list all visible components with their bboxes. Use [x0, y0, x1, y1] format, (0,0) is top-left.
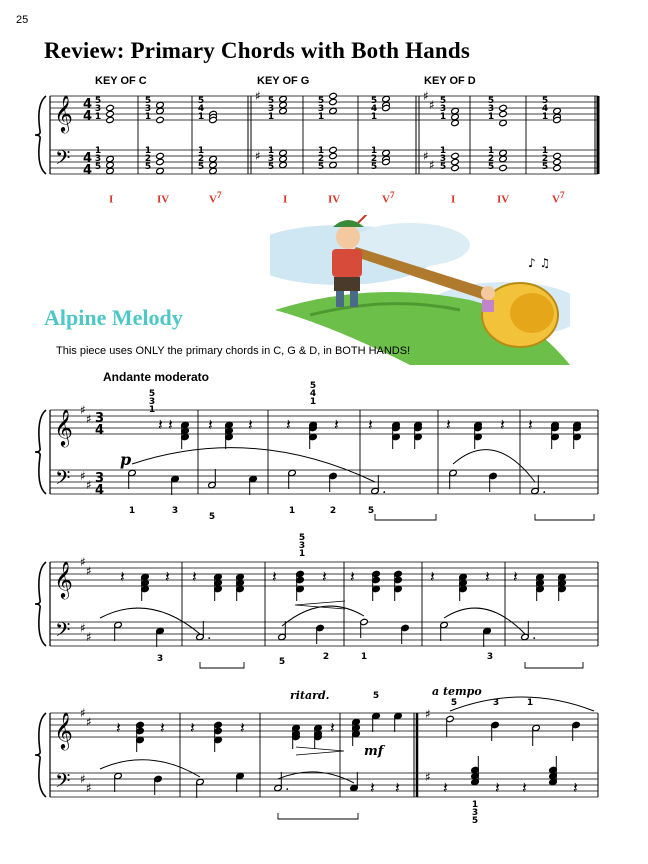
finger-number: 2	[317, 154, 325, 164]
page-title: Review: Primary Chords with Both Hands	[44, 38, 471, 63]
finger-number: 5	[317, 162, 325, 172]
time-signature-top: 3	[95, 411, 105, 426]
quarter-rest: 𝄽	[350, 567, 355, 586]
piece-title: Alpine Melody	[44, 305, 183, 330]
treble-clef-icon: 𝄞	[54, 711, 73, 749]
finger-number: 5	[370, 96, 378, 106]
sharp-sign: ♯	[86, 630, 92, 644]
finger-number: 1	[148, 405, 156, 415]
time-signature-bottom: 4	[83, 163, 93, 178]
sharp-sign: ♯	[86, 478, 92, 492]
chord-note	[499, 110, 508, 117]
finger-number: 1	[267, 146, 275, 156]
chord-note	[329, 92, 338, 99]
time-signature-top: 4	[83, 151, 93, 166]
finger-number: 5	[309, 381, 317, 391]
ritard-marking: ritard.	[290, 689, 330, 702]
chord-note	[209, 161, 218, 168]
dynamic-mezzo-forte: mf	[364, 744, 384, 759]
quarter-rest: 𝄽	[116, 718, 121, 737]
finger-number: 4	[309, 389, 317, 399]
time-signature-bottom: 4	[95, 483, 105, 498]
chord-note	[279, 149, 288, 156]
chord-note	[382, 95, 391, 102]
chord-note	[156, 158, 165, 165]
chord-note	[106, 104, 115, 111]
brace	[35, 96, 46, 174]
quarter-rest: 𝄽	[495, 778, 500, 797]
time-signature-top: 4	[83, 97, 93, 112]
treble-clef-icon: 𝄞	[54, 408, 73, 446]
finger-number: 1	[298, 549, 306, 559]
finger-number: 4	[370, 104, 378, 114]
sharp-sign: ♯	[255, 149, 261, 163]
finger-number: 5	[94, 162, 102, 172]
brace	[35, 713, 46, 797]
a-tempo-marking: a tempo	[432, 685, 482, 698]
sharp-sign: ♯	[425, 770, 431, 784]
sharp-sign: ♯	[86, 412, 92, 426]
chord-note	[279, 155, 288, 162]
finger-number: 5	[450, 698, 458, 708]
finger-number: 3	[486, 652, 494, 662]
quarter-rest: 𝄽	[513, 567, 518, 586]
finger-number: 2	[487, 154, 495, 164]
chord-note	[329, 107, 338, 114]
finger-number: 5	[487, 96, 495, 106]
finger-number: 4	[541, 104, 549, 114]
finger-number: 5	[298, 533, 306, 543]
finger-number: 5	[370, 162, 378, 172]
quarter-rest: 𝄽	[522, 778, 527, 797]
treble-clef-icon: 𝄞	[54, 94, 73, 132]
finger-number: 3	[492, 698, 500, 708]
chord-note	[279, 107, 288, 114]
page-number: 25	[16, 14, 29, 26]
chord-note	[329, 98, 338, 105]
sharp-sign: ♯	[86, 564, 92, 578]
finger-number: 1	[487, 112, 495, 122]
chord-note	[279, 161, 288, 168]
finger-number: 1	[541, 112, 549, 122]
quarter-rest: 𝄽	[446, 415, 451, 434]
bass-clef-icon: 𝄢	[55, 466, 71, 494]
pedal-bracket	[278, 813, 358, 819]
finger-number: 5	[541, 96, 549, 106]
chord-note	[553, 107, 562, 114]
finger-number: 1	[487, 146, 495, 156]
quarter-rest: 𝄽	[330, 718, 335, 737]
chord-note	[279, 101, 288, 108]
finger-number: 3	[94, 154, 102, 164]
quarter-rest: 𝄽	[160, 718, 165, 737]
sharp-sign: ♯	[80, 772, 86, 786]
roman-numeral: I	[109, 193, 114, 206]
treble-clef-icon: 𝄞	[54, 560, 73, 598]
finger-number: 1	[370, 146, 378, 156]
roman-numeral: IV	[497, 193, 510, 206]
finger-number: 1	[144, 112, 152, 122]
quarter-rest: 𝄽	[248, 415, 253, 434]
finger-number: 1	[439, 146, 447, 156]
roman-numeral: IV	[157, 193, 170, 206]
quarter-rest: 𝄽	[208, 415, 213, 434]
roman-numeral: I	[283, 193, 288, 206]
finger-number: 5	[439, 96, 447, 106]
finger-number: 1	[317, 112, 325, 122]
piece-description: This piece uses ONLY the primary chords in C, G & D, in BOTH HANDS!	[56, 345, 411, 357]
chord-note	[106, 167, 115, 174]
finger-number: 5	[487, 162, 495, 172]
finger-number: 1	[94, 112, 102, 122]
finger-number: 1	[439, 112, 447, 122]
slur	[450, 697, 594, 711]
finger-number: 3	[144, 104, 152, 114]
finger-number: 5	[197, 96, 205, 106]
chord-note	[451, 107, 460, 114]
finger-number: 1	[471, 800, 479, 810]
brace	[35, 562, 46, 646]
chord-note	[106, 116, 115, 123]
chord-note	[499, 164, 508, 171]
finger-number: 3	[317, 104, 325, 114]
finger-number: 2	[541, 154, 549, 164]
finger-number: 5	[541, 162, 549, 172]
finger-number: 1	[526, 698, 534, 708]
finger-number: 1	[309, 397, 317, 407]
pedal-bracket	[525, 662, 583, 668]
bass-clef-icon: 𝄢	[55, 769, 71, 797]
quarter-rest: 𝄽	[443, 778, 448, 797]
bass-clef-icon: 𝄢	[55, 618, 71, 646]
finger-number: 2	[197, 154, 205, 164]
roman-numeral: $V^7$	[209, 190, 222, 206]
time-signature-top: 3	[95, 471, 105, 486]
crescendo-hairpin	[295, 601, 345, 609]
pedal-bracket	[535, 514, 594, 520]
finger-number: 1	[541, 146, 549, 156]
finger-number: 1	[288, 506, 296, 516]
tempo-marking: Andante moderato	[103, 370, 210, 384]
quarter-rest: 𝄽	[485, 567, 490, 586]
chord-note	[209, 167, 218, 174]
finger-number: 1	[128, 506, 136, 516]
sharp-sign: ♯	[86, 715, 92, 729]
chord-note	[329, 152, 338, 159]
finger-number: 5	[367, 506, 375, 516]
chord-note	[106, 110, 115, 117]
chord-note	[451, 119, 460, 126]
sharp-sign: ♯	[80, 403, 86, 417]
chord-note	[279, 95, 288, 102]
quarter-rest: 𝄽	[322, 567, 327, 586]
sharp-sign: ♯	[80, 469, 86, 483]
chord-note	[451, 152, 460, 159]
finger-number: 1	[197, 112, 205, 122]
finger-number: 1	[370, 112, 378, 122]
dot: .	[532, 627, 537, 643]
finger-number: 3	[471, 808, 479, 818]
slur	[282, 606, 364, 626]
finger-number: 5	[94, 96, 102, 106]
sharp-sign: ♯	[80, 621, 86, 635]
dot: .	[542, 481, 547, 497]
finger-number: 1	[94, 146, 102, 156]
sharp-sign: ♯	[86, 781, 92, 795]
quarter-rest: 𝄽	[334, 415, 339, 434]
chord-note	[106, 155, 115, 162]
finger-number: 1	[267, 112, 275, 122]
sharp-sign: ♯	[255, 89, 261, 103]
finger-number: 1	[197, 146, 205, 156]
quarter-rest: 𝄽	[240, 718, 245, 737]
finger-number: 3	[267, 154, 275, 164]
finger-number: 5	[144, 96, 152, 106]
finger-number: 1	[317, 146, 325, 156]
finger-number: 5	[278, 657, 286, 667]
roman-numeral: $V^7$	[382, 190, 395, 206]
finger-number: 5	[208, 512, 216, 522]
finger-number: 5	[197, 162, 205, 172]
finger-number: 5	[267, 162, 275, 172]
roman-numeral: IV	[328, 193, 341, 206]
finger-number: 3	[148, 397, 156, 407]
time-signature-bottom: 4	[95, 423, 105, 438]
quarter-rest: 𝄽	[158, 415, 163, 434]
quarter-rest: 𝄽	[395, 778, 400, 797]
chord-note	[329, 161, 338, 168]
chord-note	[499, 155, 508, 162]
quarter-rest: 𝄽	[430, 567, 435, 586]
svg-text:♪ ♫: ♪ ♫	[528, 256, 551, 270]
dot: .	[382, 481, 387, 497]
finger-number: 5	[148, 389, 156, 399]
chord-note	[156, 167, 165, 174]
decrescendo-hairpin	[296, 747, 344, 755]
dynamic-piano: p	[120, 450, 132, 469]
chord-note	[451, 158, 460, 165]
sharp-sign: ♯	[429, 98, 435, 112]
chord-note	[156, 152, 165, 159]
finger-number: 3	[439, 154, 447, 164]
finger-number: 3	[267, 104, 275, 114]
finger-number: 2	[329, 506, 337, 516]
quarter-rest: 𝄽	[370, 778, 375, 797]
chord-note	[499, 104, 508, 111]
key-label-c: KEY OF C	[95, 75, 147, 87]
quarter-rest: 𝄽	[192, 567, 197, 586]
finger-number: 5	[439, 162, 447, 172]
finger-number: 1	[360, 652, 368, 662]
pedal-bracket	[200, 662, 244, 668]
roman-numeral: I	[451, 193, 456, 206]
chord-note	[499, 149, 508, 156]
quarter-rest: 𝄽	[528, 415, 533, 434]
chord-note	[553, 164, 562, 171]
quarter-rest: 𝄽	[500, 415, 505, 434]
sharp-sign: ♯	[425, 707, 431, 721]
dot: .	[285, 778, 290, 794]
finger-number: 3	[298, 541, 306, 551]
finger-number: 5	[471, 816, 479, 826]
chord-note	[209, 155, 218, 162]
quarter-rest: 𝄽	[573, 778, 578, 797]
chord-note	[553, 152, 562, 159]
quarter-rest: 𝄽	[272, 567, 277, 586]
sharp-sign: ♯	[423, 149, 429, 163]
finger-number: 3	[156, 654, 164, 664]
finger-number: 3	[439, 104, 447, 114]
finger-number: 5	[372, 691, 380, 701]
chord-note	[382, 149, 391, 156]
quarter-rest: 𝄽	[120, 567, 125, 586]
chord-note	[451, 164, 460, 171]
finger-number: 5	[267, 96, 275, 106]
sharp-sign: ♯	[429, 158, 435, 172]
finger-number: 3	[487, 104, 495, 114]
dot: .	[207, 627, 212, 643]
key-label-d: KEY OF D	[424, 75, 476, 87]
chord-note	[553, 158, 562, 165]
sharp-sign: ♯	[423, 89, 429, 103]
quarter-rest: 𝄽	[190, 718, 195, 737]
finger-number: 3	[171, 506, 179, 516]
bass-clef-icon: 𝄢	[55, 146, 71, 174]
pedal-bracket	[375, 514, 436, 520]
roman-numeral: $V^7$	[552, 190, 565, 206]
finger-number: 4	[197, 104, 205, 114]
chord-note	[106, 161, 115, 168]
chord-note	[156, 101, 165, 108]
brace	[35, 410, 46, 494]
finger-number: 3	[94, 104, 102, 114]
time-signature-bottom: 4	[83, 109, 93, 124]
sharp-sign: ♯	[80, 555, 86, 569]
sharp-sign: ♯	[80, 706, 86, 720]
finger-number: 2	[144, 154, 152, 164]
chord-note	[499, 119, 508, 126]
finger-number: 1	[144, 146, 152, 156]
quarter-rest: 𝄽	[168, 415, 173, 434]
chord-note	[156, 116, 165, 123]
finger-number: 2	[370, 154, 378, 164]
quarter-rest: 𝄽	[286, 415, 291, 434]
finger-number: 5	[144, 162, 152, 172]
quarter-rest: 𝄽	[368, 415, 373, 434]
quarter-rest: 𝄽	[165, 567, 170, 586]
key-label-g: KEY OF G	[257, 75, 310, 87]
chord-note	[156, 107, 165, 114]
chord-note	[451, 113, 460, 120]
chord-note	[329, 146, 338, 153]
finger-number: 5	[317, 96, 325, 106]
finger-number: 2	[322, 652, 330, 662]
